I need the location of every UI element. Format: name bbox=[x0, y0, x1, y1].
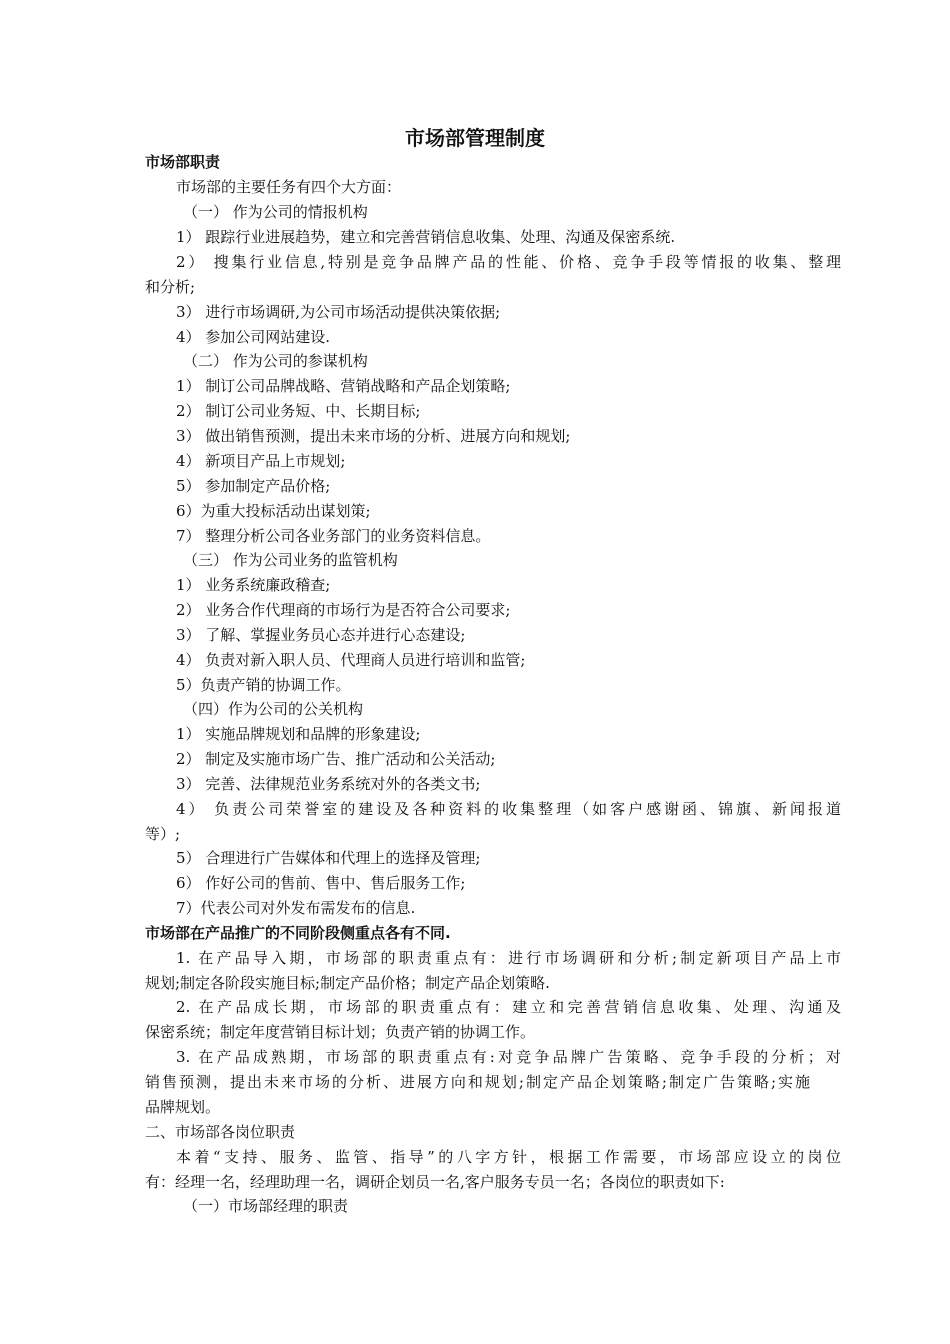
list-item: 5）负责产销的协调工作。 bbox=[176, 676, 351, 694]
paragraph-intro: 市场部的主要任务有四个大方面： bbox=[176, 178, 402, 196]
group-heading-3: （三） 作为公司业务的监管机构 bbox=[183, 551, 398, 569]
paragraph-stage-3-cont: 销售预测，提出未来市场的分析、进展方向和规划;制定产品企划策略;制定广告策略;实施 bbox=[145, 1073, 810, 1091]
paragraph-stage-3: 3. 在产品成熟期，市场部的职责重点有:对竞争品牌广告策略、竞争手段的分析；对 bbox=[176, 1048, 841, 1066]
list-item: 4） 负责对新入职人员、代理商人员进行培训和监管; bbox=[176, 651, 526, 669]
list-item: 7） 整理分析公司各业务部门的业务资料信息。 bbox=[176, 527, 491, 545]
list-item: 3） 了解、掌握业务员心态并进行心态建设; bbox=[176, 626, 466, 644]
paragraph-stage-3-cont: 品牌规划。 bbox=[145, 1098, 221, 1116]
list-item-continuation: 等）; bbox=[145, 825, 181, 843]
list-item: 1） 业务系统廉政稽查; bbox=[176, 576, 331, 594]
paragraph-stage-2-cont: 保密系统；制定年度营销目标计划；负责产销的协调工作。 bbox=[145, 1023, 536, 1041]
list-item: 1） 制订公司品牌战略、营销战略和产品企划策略; bbox=[176, 377, 511, 395]
subheading-manager-duties: （一）市场部经理的职责 bbox=[183, 1197, 349, 1215]
list-item-continuation: 和分析; bbox=[145, 278, 196, 296]
list-item: 2） 搜集行业信息,特别是竞争品牌产品的性能、价格、竞争手段等情报的收集、整理 bbox=[176, 253, 841, 271]
list-item: 4） 参加公司网站建设. bbox=[176, 328, 331, 346]
list-item: 2） 制定及实施市场广告、推广活动和公关活动; bbox=[176, 750, 496, 768]
list-item: 4） 负责公司荣誉室的建设及各种资料的收集整理（如客户感谢函、锦旗、新闻报道 bbox=[176, 800, 841, 818]
document-title: 市场部管理制度 bbox=[405, 126, 545, 150]
list-item: 5） 合理进行广告媒体和代理上的选择及管理; bbox=[176, 849, 481, 867]
paragraph-positions: 本着“支持、服务、监管、指导”的八字方针，根据工作需要，市场部应设立的岗位 bbox=[176, 1148, 841, 1166]
list-item: 4） 新项目产品上市规划; bbox=[176, 452, 346, 470]
section-heading-duties: 市场部职责 bbox=[145, 153, 221, 171]
paragraph-stage-2: 2. 在产品成长期，市场部的职责重点有：建立和完善营销信息收集、处理、沟通及 bbox=[176, 998, 841, 1016]
list-item: 2） 制订公司业务短、中、长期目标; bbox=[176, 402, 421, 420]
list-item: 1） 跟踪行业进展趋势，建立和完善营销信息收集、处理、沟通及保密系统. bbox=[176, 228, 676, 246]
list-item: 1） 实施品牌规划和品牌的形象建设; bbox=[176, 725, 421, 743]
list-item: 3） 进行市场调研,为公司市场活动提供决策依据; bbox=[176, 303, 501, 321]
paragraph-stage-1: 1. 在产品导入期，市场部的职责重点有：进行市场调研和分析;制定新项目产品上市 bbox=[176, 949, 841, 967]
list-item: 3） 完善、法律规范业务系统对外的各类文书; bbox=[176, 775, 481, 793]
list-item: 2） 业务合作代理商的市场行为是否符合公司要求; bbox=[176, 601, 511, 619]
section-heading-stages: 市场部在产品推广的不同阶段侧重点各有不同. bbox=[145, 924, 451, 942]
list-item: 3） 做出销售预测，提出未来市场的分析、进展方向和规划; bbox=[176, 427, 571, 445]
list-item: 6）为重大投标活动出谋划策; bbox=[176, 502, 371, 520]
group-heading-4: （四）作为公司的公关机构 bbox=[183, 700, 364, 718]
group-heading-1: （一） 作为公司的情报机构 bbox=[183, 203, 368, 221]
paragraph-stage-1-cont: 规划;制定各阶段实施目标;制定产品价格；制定产品企划策略. bbox=[145, 974, 550, 992]
section-heading-positions: 二、市场部各岗位职责 bbox=[145, 1123, 296, 1141]
list-item: 7）代表公司对外发布需发布的信息. bbox=[176, 899, 416, 917]
list-item: 5） 参加制定产品价格; bbox=[176, 477, 331, 495]
group-heading-2: （二） 作为公司的参谋机构 bbox=[183, 352, 368, 370]
list-item: 6） 作好公司的售前、售中、售后服务工作; bbox=[176, 874, 466, 892]
paragraph-positions-cont: 有：经理一名，经理助理一名，调研企划员一名,客户服务专员一名；各岗位的职责如下: bbox=[145, 1173, 725, 1191]
